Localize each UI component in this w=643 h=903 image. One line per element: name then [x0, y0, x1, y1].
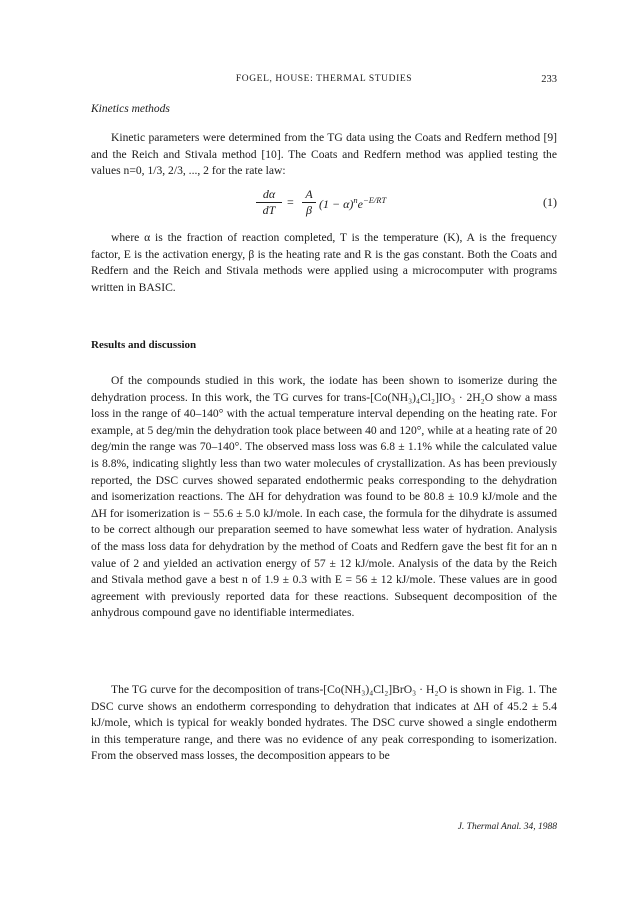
results-paragraph-2 — [91, 682, 557, 765]
lhs-numerator: dα — [256, 187, 282, 203]
page-number: 233 — [541, 74, 557, 85]
rhs-fraction — [302, 187, 316, 218]
exponent-n: n — [353, 195, 358, 205]
exponent-exp: −E/RT — [362, 195, 387, 205]
section-heading-results: Results and discussion — [91, 339, 197, 351]
journal-footer: J. Thermal Anal. 34, 1988 — [457, 822, 557, 832]
exp-base: e — [357, 197, 363, 211]
results-paragraph-1 — [91, 373, 557, 622]
equation-number: (1) — [543, 195, 557, 209]
rate-law-equation — [91, 184, 557, 224]
section-heading-kinetics: Kinetics methods — [91, 103, 170, 115]
kinetics-paragraph-2 — [91, 230, 557, 296]
results-paragraph-2-text: The TG curve for the decomposition of trans-[Co(NH₃)₄Cl₂]BrO₃ · H₂O is shown in Fig. 1. The DSC curve shows an endotherm corresponding to dehydration that indicates at ΔH of 45.2 ± 5.4 kJ/mole, which is typical for weakly bonded hydrates. The DSC curve showed a single endotherm in this temperature range, and there was no evidence of any peak corresponding to isomerization. From the observed mass losses, the decomposition appears to be — [91, 683, 557, 763]
equals-sign: = — [287, 195, 294, 209]
rhs-denominator: β — [306, 203, 312, 217]
rhs-numerator: A — [302, 187, 316, 203]
kinetics-paragraph-2-text: where α is the fraction of reaction completed, T is the temperature (K), A is the frequency factor, E is the activation energy, β is the heating rate and R is the gas constant. Both the Coats and Redfern and the Reich and Stivala methods were applied using a microcomputer with programs written in BASIC. — [91, 231, 557, 294]
running-head-title: FOGEL, HOUSE: THERMAL STUDIES — [235, 74, 413, 84]
running-head — [91, 74, 557, 88]
lhs-denominator: dT — [262, 203, 276, 217]
results-paragraph-1-text: Of the compounds studied in this work, the iodate has been shown to isomerize during the dehydration process. In this work, the TG curves for trans-[Co(NH₃)₄Cl₂]IO₃ · 2H₂O show a mass loss in the range of 40–140° with the actual temperature interval depending on the heating rate. For example, at 5 deg/min the dehydration took place between 40 and 120°, while at a heating rate of 20 deg/min the range was 70–140°. The observed mass loss was 6.8 ± 1.1% while the calculated value is 8.8%, indicating slightly less than two water molecules of crystallization. As has been previously reported, the DSC curves showed separated endothermic peaks corresponding to the dehydration and isomerization reactions. The ΔH for dehydration was found to be 80.8 ± 10.9 kJ/mole and the ΔH for isomerization is − 55.6 ± 5.0 kJ/mole. In each case, the formula for the dihydrate is assumed to be correct although our preparation seemed to have somewhat less water of hydration. Analysis of the mass loss data for dehydration by the method of Coats and Redfern gave the best fit for an n value of 2 and yielded an activation energy of 57 ± 12 kJ/mole. Analysis of the data by the Reich and Stivala method gave a best n of 1.9 ± 0.3 with E = 56 ± 12 kJ/mole. These values are in good agreement with previously reported data for these reactions. Subsequent decomposition of the anhydrous compound gave no identifiable intermediates. — [91, 374, 557, 620]
rhs-body: (1 − α) — [319, 197, 354, 211]
lhs-fraction — [256, 187, 282, 218]
rhs-expression — [319, 195, 386, 212]
kinetics-paragraph-1 — [91, 130, 557, 180]
kinetics-paragraph-1-text: Kinetic parameters were determined from the TG data using the Coats and Redfern method [9] and the Reich and Stivala method [10]. The Coats and Redfern method was applied testing the values n=0, 1/3, 2/3, ..., 2 for the rate law: — [91, 131, 557, 178]
